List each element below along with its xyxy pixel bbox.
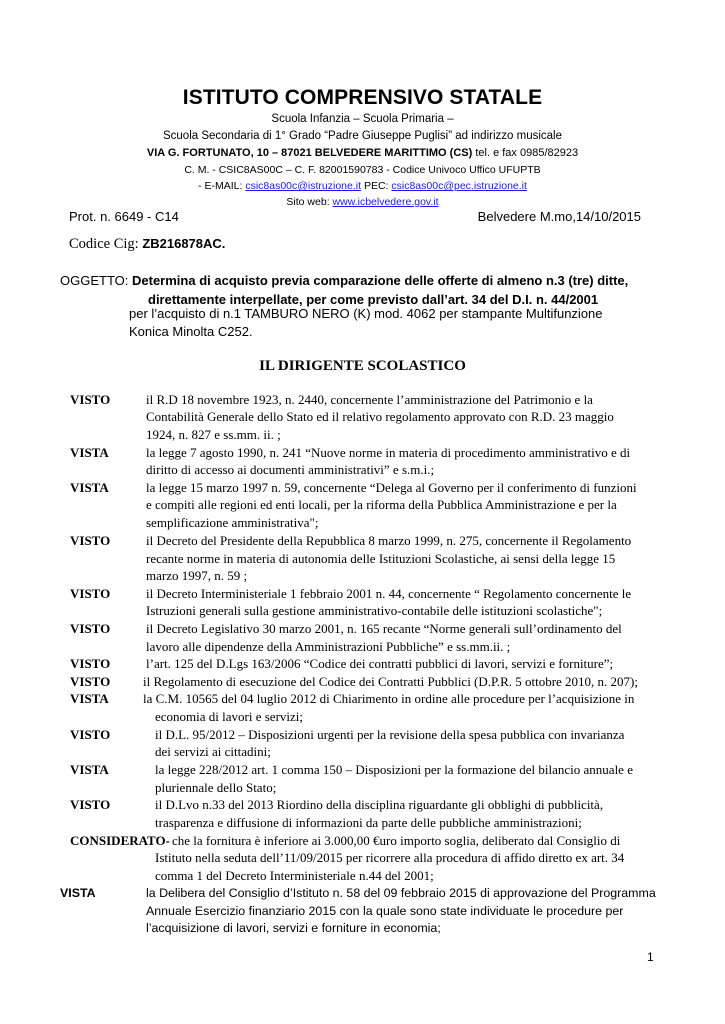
clause-line: Annuale Esercizio finanziario 2015 con la quale sono state individuate le procedure per: [146, 904, 624, 918]
clause-keyword: VISTO: [70, 621, 111, 636]
page-number: 1: [647, 950, 654, 964]
pec-label: PEC:: [361, 180, 392, 192]
document-date: Belvedere M.mo,14/10/2015: [477, 209, 641, 224]
cig-label: Codice Cig:: [69, 236, 143, 252]
subject-label: OGGETTO:: [60, 273, 132, 288]
website-line: [0, 196, 725, 208]
phone-fax: tel. e fax 0985/82923: [472, 147, 579, 159]
clause-keyword: VISTA: [70, 445, 109, 460]
clause-line: la legge 228/2012 art. 1 comma 150 – Disposizioni per la formazione del bilancio annuale e: [155, 762, 633, 777]
email-link[interactable]: csic8as00c@istruzione.it: [245, 180, 362, 192]
clause-line: la Delibera del Consiglio d’Istituto n. 58 del 09 febbraio 2015 di approvazione del Programma: [146, 886, 656, 900]
website-link[interactable]: www.icbelvedere.gov.it: [332, 196, 439, 208]
clause-line: 1924, n. 827 e ss.mm. ii. ;: [146, 427, 281, 442]
clause-keyword: CONSIDERATO-: [70, 833, 170, 848]
clause-line: la C.M. 10565 del 04 luglio 2012 di Chiarimento in ordine alle procedure per l’acquisizione in: [143, 691, 635, 706]
clause-line: il Decreto Legislativo 30 marzo 2001, n. 165 recante “Norme generali sull’ordinamento del: [146, 621, 622, 636]
clause-line: che la fornitura è inferiore ai 3.000,00 €uro importo soglia, deliberato dal Consiglio di: [172, 833, 621, 848]
clause-keyword: VISTA: [70, 480, 109, 495]
clause-line: marzo 1997, n. 59 ;: [146, 568, 248, 583]
clause-line: la legge 7 agosto 1990, n. 241 “Nuove norme in materia di procedimento amministrativo e di: [146, 445, 631, 460]
subject-line-1: [60, 273, 628, 288]
clause-line: il Decreto del Presidente della Repubblica 8 marzo 1999, n. 275, concernente il Regolamento: [146, 533, 632, 548]
clause-keyword: VISTA: [60, 886, 96, 900]
school-name: ISTITUTO COMPRENSIVO STATALE: [182, 86, 543, 109]
protocol-number: Prot. n. 6649 - C14: [69, 209, 179, 224]
clause-line: comma 1 del Decreto Interministeriale n.44 del 2001;: [155, 868, 434, 883]
clause-line: il R.D 18 novembre 1923, n. 2440, concernente l’amministrazione del Patrimonio e la: [146, 392, 593, 407]
clause-line: pluriennale dello Stato;: [155, 780, 277, 795]
clause-line: l’art. 125 del D.Lgs 163/2006 “Codice dei contratti pubblici di lavori, servizi e forniture”;: [146, 656, 614, 671]
email-label: - E-MAIL:: [198, 180, 246, 192]
subject-line-4: Konica Minolta C252.: [129, 324, 253, 339]
website-label: Sito web:: [286, 196, 333, 208]
clause-line: il Regolamento di esecuzione del Codice dei Contratti Pubblici (D.P.R. 5 ottobre 2010, n. 207);: [143, 674, 639, 689]
clause-line: Contabilità Generale dello Stato ed il relativo regolamento approvato con R.D. 23 maggio: [146, 409, 614, 424]
clause-line: semplificazione amministrativa";: [146, 515, 319, 530]
subject-line-2: direttamente interpellate, per come previsto dall’art. 34 del D.I. n. 44/2001: [148, 292, 599, 307]
clause-line: trasparenza e diffusione di informazioni da parte delle pubbliche amministrazioni;: [155, 815, 582, 830]
clause-line: diritto di accesso ai documenti amministrativi” e s.m.i.;: [146, 462, 435, 477]
school-levels-line: Scuola Infanzia – Scuola Primaria –: [271, 113, 454, 125]
clause-line: l’acquisizione di lavori, servizi e forniture in economia;: [146, 921, 441, 935]
clause-line: la legge 15 marzo 1997 n. 59, concernente “Delega al Governo per il conferimento di funzioni: [146, 480, 637, 495]
secondary-school-line: Scuola Secondaria di 1° Grado “Padre Giuseppe Puglisi” ad indirizzo musicale: [162, 130, 562, 142]
clause-keyword: VISTO: [70, 727, 111, 742]
clause-line: economia di lavori e servizi;: [155, 709, 304, 724]
clause-line: Istituto nella seduta dell’11/09/2015 per ricorrere alla procedura di affido diretto ex art. 34: [155, 850, 625, 865]
clause-line: recante norme in materia di autonomia delle Istituzioni Scolastiche, ai sensi della legge 15: [146, 551, 616, 566]
clause-line: il D.L. 95/2012 – Disposizioni urgenti per la revisione della spesa pubblica con invarianza: [155, 727, 625, 742]
clause-keyword: VISTO: [70, 392, 111, 407]
clause-keyword: VISTA: [70, 762, 109, 777]
clause-keyword: VISTO: [70, 797, 111, 812]
clause-line: il Decreto Interministeriale 1 febbraio 2001 n. 44, concernente “ Regolamento concernente le: [146, 586, 632, 601]
address: VIA G. FORTUNATO, 10 – 87021 BELVEDERE MARITTIMO (CS): [146, 147, 473, 159]
codes-line: C. M. - CSIC8AS00C – C. F. 82001590783 - Codice Univoco Uffico UFUPTB: [184, 164, 541, 176]
clause-line: il D.Lvo n.33 del 2013 Riordino della disciplina riguardante gli obblighi di pubblicità,: [155, 797, 604, 812]
clause-keyword: VISTO: [70, 533, 111, 548]
clause-keyword: VISTO: [70, 656, 111, 671]
subject-text-1: Determina di acquisto previa comparazione delle offerte di almeno n.3 (tre) ditte,: [132, 273, 629, 288]
subject-line-3: per l’acquisto di n.1 TAMBURO NERO (K) mod. 4062 per stampante Multifunzione: [129, 306, 603, 321]
email-line: [0, 180, 725, 192]
clause-keyword: VISTO: [70, 586, 111, 601]
clause-keyword: VISTA: [70, 691, 109, 706]
section-heading: IL DIRIGENTE SCOLASTICO: [259, 358, 466, 374]
clause-keyword: VISTO: [70, 674, 111, 689]
clause-line: lavoro alle dipendenze della Amministrazioni Pubbliche” e ss.mm.ii. ;: [146, 639, 511, 654]
address-line: [0, 147, 725, 159]
cig-code: [69, 236, 225, 253]
clause-line: dei servizi ai cittadini;: [155, 744, 271, 759]
cig-value: ZB216878AC.: [142, 236, 226, 251]
pec-link[interactable]: csic8as00c@pec.istruzione.it: [391, 180, 527, 192]
clause-line: e compiti alle regioni ed enti locali, per la riforma della Pubblica Amministrazione e per la: [146, 497, 617, 512]
clause-line: Istruzioni generali sulla gestione amministrativo-contabile delle istituzioni scolastiche";: [146, 603, 603, 618]
